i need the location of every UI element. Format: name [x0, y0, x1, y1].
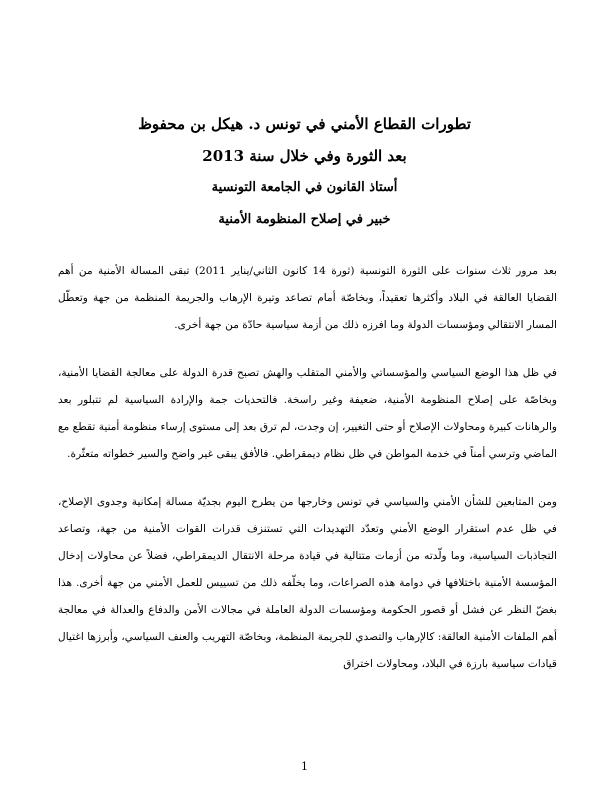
- page-number: 1: [301, 760, 308, 773]
- document-subtitle: بعد الثورة وفي خلال سنة 2013: [202, 147, 407, 165]
- document-title: تطورات القطاع الأمني في تونس د. هيكل بن محفوظ: [138, 115, 471, 133]
- document-body: [58, 258, 557, 678]
- paragraph-1: بعد مرور ثلاث سنوات على الثورة التونسية (ثورة 14 كانون الثاني/يناير 2011) تبقى المسالة الأمنية من أهم القضايا العالقة في البلاد وأكثرها تعقيداً، وبخاصّة أمام تصاعد وتيرة الإرهاب والجريمة المنظمة من جهة وتعطّل المسار الانتقالي ومؤسسات الدولة وما افرزه ذلك من أزمة سياسية حادّة من جهة أخرى.: [58, 265, 557, 331]
- paragraph-2: في ظل هذا الوضع السياسي والمؤسساتي والأمني المتقلب والهش تصبح قدرة الدولة على معالجة القضايا الأمنية، وبخاصّة على إصلاح المنظومة الأمنية، ضعيفة وغير راسخة. فالتحديات جمة والإرادة السياسية لم تتبلور بعد والرهانات كبيرة ومحاولات الإصلاح أو حتى التغيير، إن وجدت، لم ترق بعد إلى مستوى إرساء منظومة أمنية تقطع مع الماضي وترسي أمناً في خدمة المواطن في ظل نظام ديمقراطي. فالأفق يبقى غير واضح والسير خطواته متعثّرة.: [58, 367, 557, 460]
- title-block: [60, 108, 549, 236]
- author-position: أستاذ القانون في الجامعة التونسية: [211, 180, 398, 195]
- author-expertise: خبير في إصلاح المنظومة الأمنية: [218, 212, 391, 227]
- paragraph-3: ومن المتابعين للشأن الأمني والسياسي في تونس وخارجها من يطرح اليوم بجديّة مسالة إمكانية وجدوى الإصلاح، في ظل عدم استقرار الوضع الأمني وتعدّد التهديدات التي تستنزف قدرات القوات الأمنية من جهة، وتصاعد التجاذبات السياسية، وما ولّدته من أزمات متتالية في قيادة مرحلة الانتقال الديمقراطي، فضلاً عن محاولات إدخال المؤسسة الأمنية باختلافها في دوامة هذه الصراعات، وما يخلّفه ذلك من تسييس للعمل الأمني من جهة أخرى. هذا بغضّ النظر عن فشل أو قصور الحكومة ومؤسسات الدولة العاملة في مجالات الأمن والدفاع والعدالة في معالجة أهم الملفات الأمنية العالقة: كالإرهاب والتصدي للجريمة المنظمة، وبخاصّة التهريب والعنف السياسي، وأبرزها اغتيال قيادات سياسية بارزة في البلاد، ومحاولات اختراق: [58, 496, 557, 670]
